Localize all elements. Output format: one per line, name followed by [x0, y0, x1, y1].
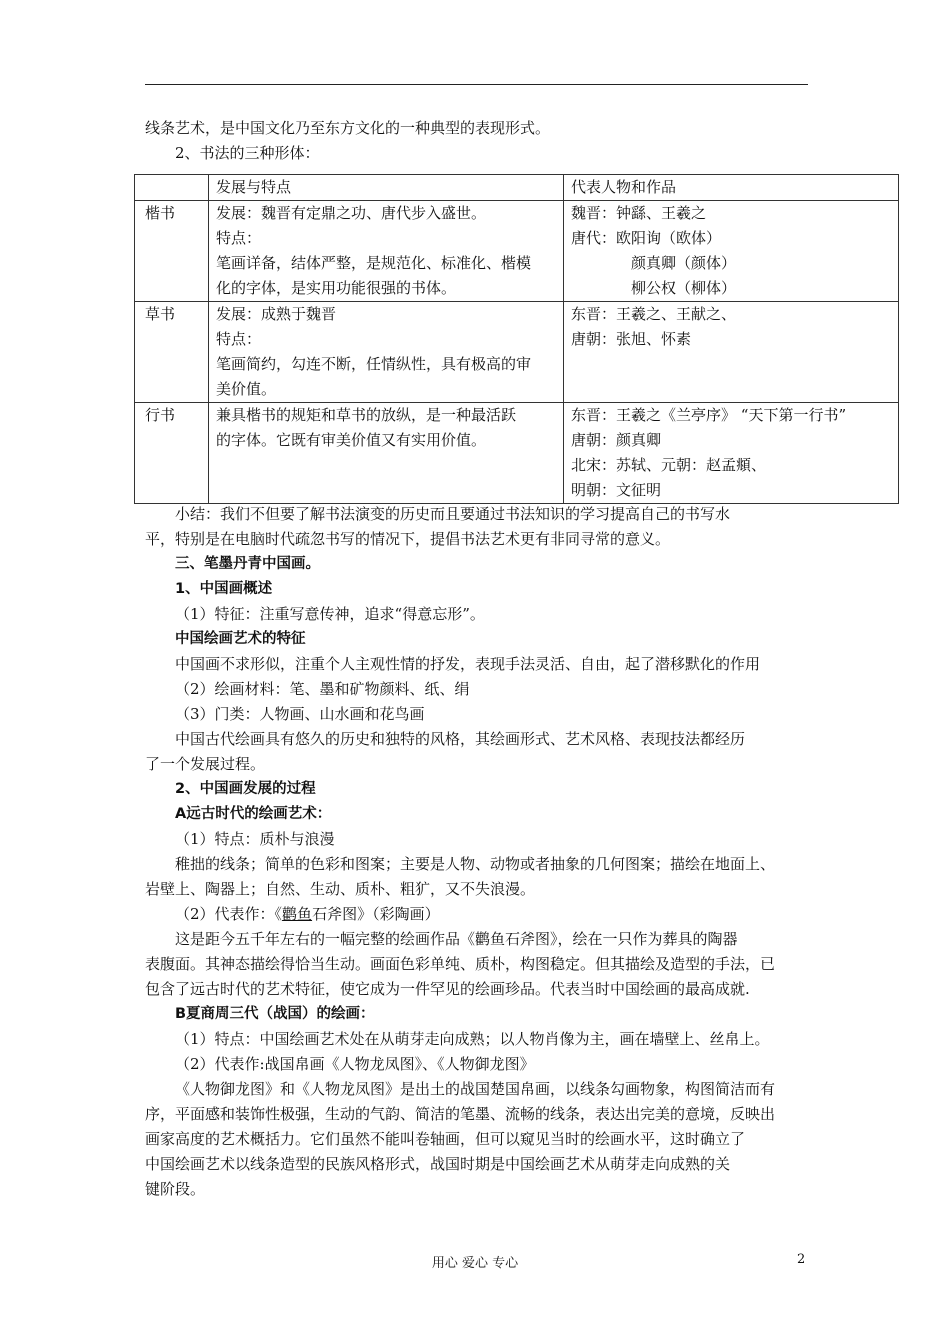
- type-cell: 草书: [135, 302, 209, 403]
- table-header-row: [135, 175, 899, 201]
- summary-line: 小结：我们不但要了解书法演变的历史而且要通过书法知识的学习提高自己的书写水: [175, 505, 731, 523]
- dev-line: 的字体。它既有审美价值又有实用价值。: [216, 431, 487, 449]
- rep-line: 魏晋：钟繇、王羲之: [571, 204, 707, 222]
- rep-line: 唐朝：颜真卿: [571, 431, 662, 449]
- rep-cell: [564, 201, 899, 302]
- paragraph-line: 《人物御龙图》和《人物龙凤图》是出土的战国楚国帛画，以线条勾画物象，构图简洁而有: [175, 1080, 776, 1098]
- rep-cell: [564, 302, 899, 403]
- paragraph-line: 键阶段。: [145, 1180, 206, 1198]
- page-body: [145, 116, 815, 166]
- rep-cell: [564, 403, 899, 504]
- paragraph-line: （3）门类：人物画、山水画和花鸟画: [175, 705, 425, 723]
- type-cell: 楷书: [135, 201, 209, 302]
- dev-line: 笔画详备，结体严整，是规范化、标准化、楷模: [216, 254, 532, 272]
- header-cell-type: [135, 175, 209, 201]
- rep-prefix: （2）代表作：《: [175, 905, 283, 923]
- rep-line: 颜真卿（颜体）: [631, 254, 737, 272]
- subsection-title: 1、中国画概述: [175, 581, 273, 597]
- subsection-title: B夏商周三代（战国）的绘画：: [175, 1006, 375, 1022]
- paragraph-line: 了一个发展过程。: [145, 755, 266, 773]
- section-title: 三、笔墨丹青中国画。: [175, 556, 320, 572]
- dev-cell: [209, 403, 564, 504]
- rep-line: 柳公权（柳体）: [631, 279, 737, 297]
- rep-line: 明朝：文征明: [571, 481, 662, 499]
- paragraph-line: （2）代表作:战国帛画《人物龙凤图》、《人物御龙图》: [175, 1055, 535, 1073]
- paragraph-line: 中国画不求形似，注重个人主观性情的抒发，表现手法灵活、自由，起了潜移默化的作用: [175, 655, 761, 673]
- intro-line: 线条艺术，是中国文化乃至东方文化的一种典型的表现形式。: [145, 119, 551, 137]
- three-forms-heading: 2、书法的三种形体：: [175, 144, 320, 162]
- paragraph-line: （1）特征：注重写意传神，追求“得意忘形”。: [175, 605, 485, 623]
- dev-line: 发展：魏晋有定鼎之功、唐代步入盛世。: [216, 204, 487, 222]
- subsection-title: 2、中国画发展的过程: [175, 781, 316, 797]
- paragraph-line: 表腹面。其神态描绘得恰当生动。画面色彩单纯、质朴，构图稳定。但其描绘及造型的手法，已: [145, 955, 776, 973]
- dev-line: 兼具楷书的规矩和草书的放纵，是一种最活跃: [216, 406, 517, 424]
- dev-line: 笔画简约，勾连不断，任情纵性，具有极高的审: [216, 355, 532, 373]
- paragraph-line: 包含了远古时代的艺术特征，使它成为一件罕见的绘画珍品。代表当时中国绘画的最高成就.: [145, 980, 750, 998]
- paragraph-line: （2）绘画材料：笔、墨和矿物颜料、纸、绢: [175, 680, 470, 698]
- subsection-title: A远古时代的绘画艺术：: [175, 806, 332, 822]
- rep-line: 唐朝：张旭、怀素: [571, 330, 692, 348]
- dev-line: 特点：: [216, 229, 262, 247]
- paragraph-line: 中国古代绘画具有悠久的历史和独特的风格，其绘画形式、艺术风格、表现技法都经历: [175, 730, 746, 748]
- rep-line: 北宋：苏轼、元朝：赵孟頫、: [571, 456, 767, 474]
- calligraphy-table: [134, 174, 899, 504]
- header-rule: [145, 84, 808, 85]
- dev-line: 发展：成熟于魏晋: [216, 305, 337, 323]
- rep-line: 东晋：王羲之《兰亭序》 “天下第一行书”: [571, 406, 847, 424]
- header-cell-rep: 代表人物和作品: [564, 175, 899, 201]
- table-row-caoshu: [135, 302, 899, 403]
- representative-line: [145, 902, 815, 927]
- paragraph-line: 中国绘画艺术以线条造型的民族风格形式，战国时期是中国绘画艺术从萌芽走向成熟的关: [145, 1155, 731, 1173]
- summary-line: 平，特别是在电脑时代疏忽书写的情况下，提倡书法艺术更有非同寻常的意义。: [145, 530, 671, 548]
- page-number: 2: [797, 1252, 806, 1267]
- dev-line: 美价值。: [216, 380, 277, 398]
- paragraph-line: （1）特点：中国绘画艺术处在从萌芽走向成熟；以人物肖像为主，画在墙壁上、丝帛上。: [175, 1030, 770, 1048]
- dev-line: 特点：: [216, 330, 262, 348]
- rep-underlined: 鹳鱼: [282, 905, 313, 923]
- rep-suffix: 石斧图》（彩陶画）: [312, 905, 440, 923]
- footer-text: 用心 爱心 专心: [431, 1256, 519, 1271]
- paragraph-line: 画家高度的艺术概括力。它们虽然不能叫卷轴画，但可以窥见当时的绘画水平，这时确立了: [145, 1130, 746, 1148]
- paragraph-line: 这是距今五千年左右的一幅完整的绘画作品《鹳鱼石斧图》，绘在一只作为葬具的陶器: [175, 930, 738, 948]
- type-cell: 行书: [135, 403, 209, 504]
- body-text: [145, 502, 815, 1202]
- table-row-kaishu: [135, 201, 899, 302]
- subsection-title: 中国绘画艺术的特征: [175, 631, 306, 647]
- dev-line: 化的字体，是实用功能很强的书体。: [216, 279, 457, 297]
- paragraph-line: 岩壁上、陶器上；自然、生动、质朴、粗犷，又不失浪漫。: [145, 880, 536, 898]
- header-cell-dev: 发展与特点: [209, 175, 564, 201]
- table-row-xingshu: [135, 403, 899, 504]
- rep-line: 东晋：王羲之、王献之、: [571, 305, 737, 323]
- dev-cell: [209, 302, 564, 403]
- rep-line: 唐代：欧阳询（欧体）: [571, 229, 722, 247]
- paragraph-line: 稚拙的线条；简单的色彩和图案；主要是人物、动物或者抽象的几何图案；描绘在地面上、: [175, 855, 776, 873]
- paragraph-line: （1）特点：质朴与浪漫: [175, 830, 335, 848]
- dev-cell: [209, 201, 564, 302]
- paragraph-line: 序，平面感和装饰性极强，生动的气韵、简洁的笔墨、流畅的线条，表达出完美的意境，反映出: [145, 1105, 776, 1123]
